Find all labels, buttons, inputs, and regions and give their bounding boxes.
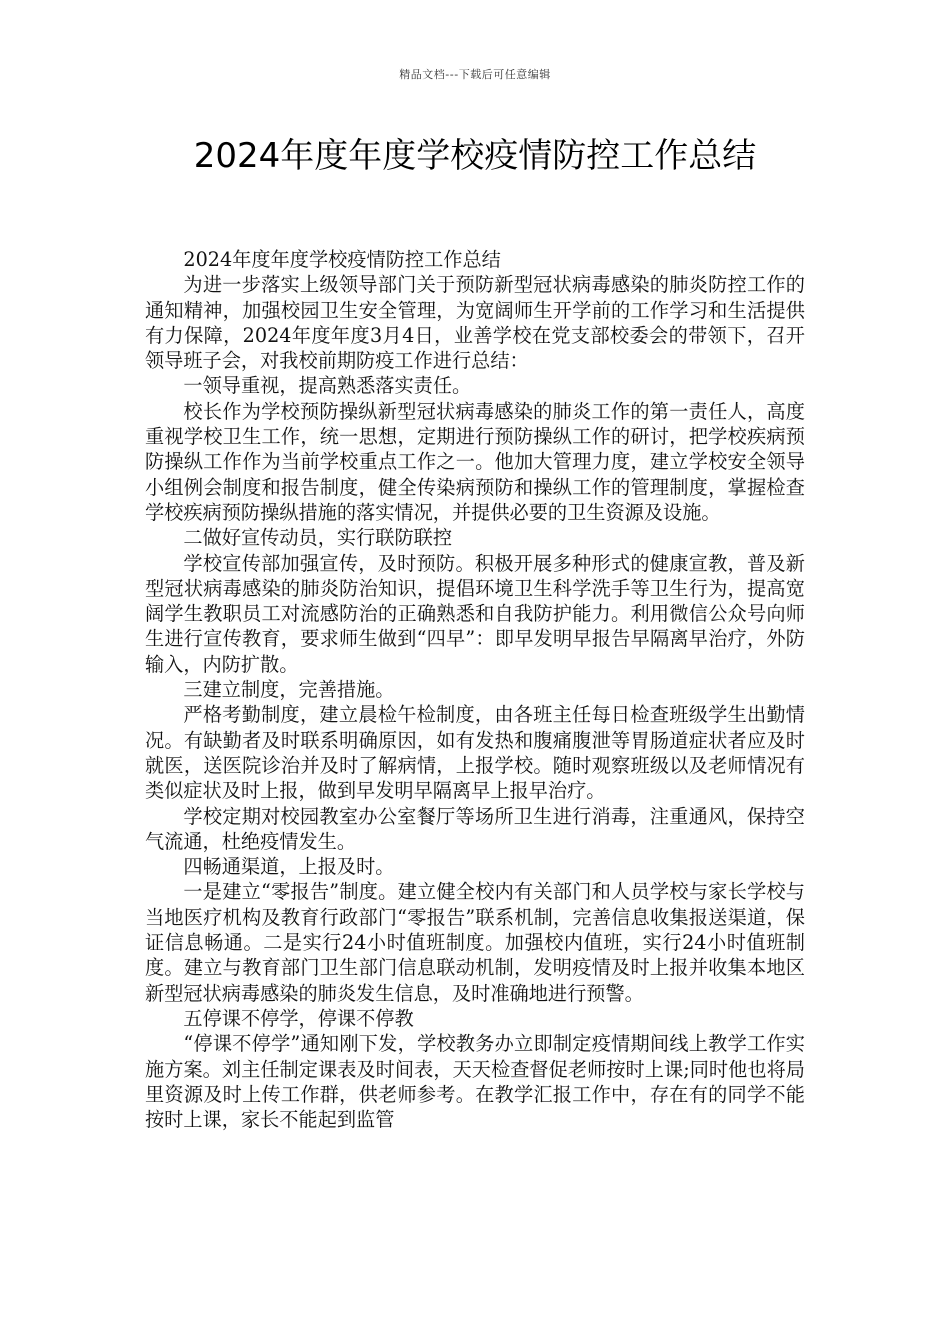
document-body: [145, 247, 805, 1132]
document-title: 2024年度年度学校疫情防控工作总结: [193, 136, 757, 176]
section-heading-4: 四畅通渠道，上报及时。: [183, 855, 395, 879]
paragraph-subtitle: 2024年度年度学校疫情防控工作总结: [183, 248, 501, 271]
paragraph-section-3b: 学校定期对校园教室办公室餐厅等场所卫生进行消毒，注重通风，保持空气流通，杜绝疫情发生。: [145, 804, 805, 853]
section-heading-1: 一领导重视，提高熟悉落实责任。: [183, 374, 472, 398]
paragraph-section-1: 校长作为学校预防操纵新型冠状病毒感染的肺炎工作的第一责任人，高度重视学校卫生工作，统一思想，定期进行预防操纵工作的研讨，把学校疾病预防操纵工作作为当前学校重点工作之一。他加大管理力度，建立学校安全领导小组例会制度和报告制度，健全传染病预防和操纵工作的管理制度，掌握检查学校疾病预防操纵措施的落实情况，并提供必要的卫生资源及设施。: [145, 399, 805, 524]
header-note: 精品文档---下载后可任意编辑: [399, 68, 551, 81]
paragraph-section-5: “停课不停学”通知刚下发，学校教务办立即制定疫情期间线上教学工作实施方案。刘主任制定课表及时间表，天天检查督促老师按时上课;同时他也将局里资源及时上传工作群，供老师参考。在教学汇报工作中，存在有的同学不能按时上课，家长不能起到监管: [145, 1032, 805, 1132]
section-heading-3: 三建立制度，完善措施。: [183, 678, 395, 702]
paragraph-intro: 为进一步落实上级领导部门关于预防新型冠状病毒感染的肺炎防控工作的通知精神，加强校园卫生安全管理，为宽阔师生开学前的工作学习和生活提供有力保障，2024年度年度3月4日，业善学校在党支部校委会的带领下，召开领导班子会，对我校前期防疫工作进行总结：: [145, 273, 805, 373]
paragraph-section-4: 一是建立“零报告”制度。建立健全校内有关部门和人员学校与家长学校与当地医疗机构及教育行政部门“零报告”联系机制，完善信息收集报送渠道，保证信息畅通。二是实行24小时值班制度。加强校内值班，实行24小时值班制度。建立与教育部门卫生部门信息联动机制，发明疫情及时上报并收集本地区新型冠状病毒感染的肺炎发生信息，及时准确地进行预警。: [145, 880, 805, 1005]
section-heading-2: 二做好宣传动员，实行联防联控: [183, 526, 453, 550]
section-heading-5: 五停课不停学，停课不停教: [183, 1006, 414, 1030]
paragraph-section-3a: 严格考勤制度，建立晨检午检制度，由各班主任每日检查班级学生出勤情况。有缺勤者及时联系明确原因，如有发热和腹痛腹泄等胃肠道症状者应及时就医，送医院诊治并及时了解病情，上报学校。随时观察班级以及老师情况有类似症状及时上报，做到早发明早隔离早上报早治疗。: [145, 703, 805, 803]
paragraph-section-2: 学校宣传部加强宣传，及时预防。积极开展多种形式的健康宣教，普及新型冠状病毒感染的肺炎防治知识，提倡环境卫生科学洗手等卫生行为，提高宽阔学生教职员工对流感防治的正确熟悉和自我防护能力。利用微信公众号向师生进行宣传教育，要求师生做到“四早”：即早发明早报告早隔离早治疗，外防输入，内防扩散。: [145, 551, 805, 676]
